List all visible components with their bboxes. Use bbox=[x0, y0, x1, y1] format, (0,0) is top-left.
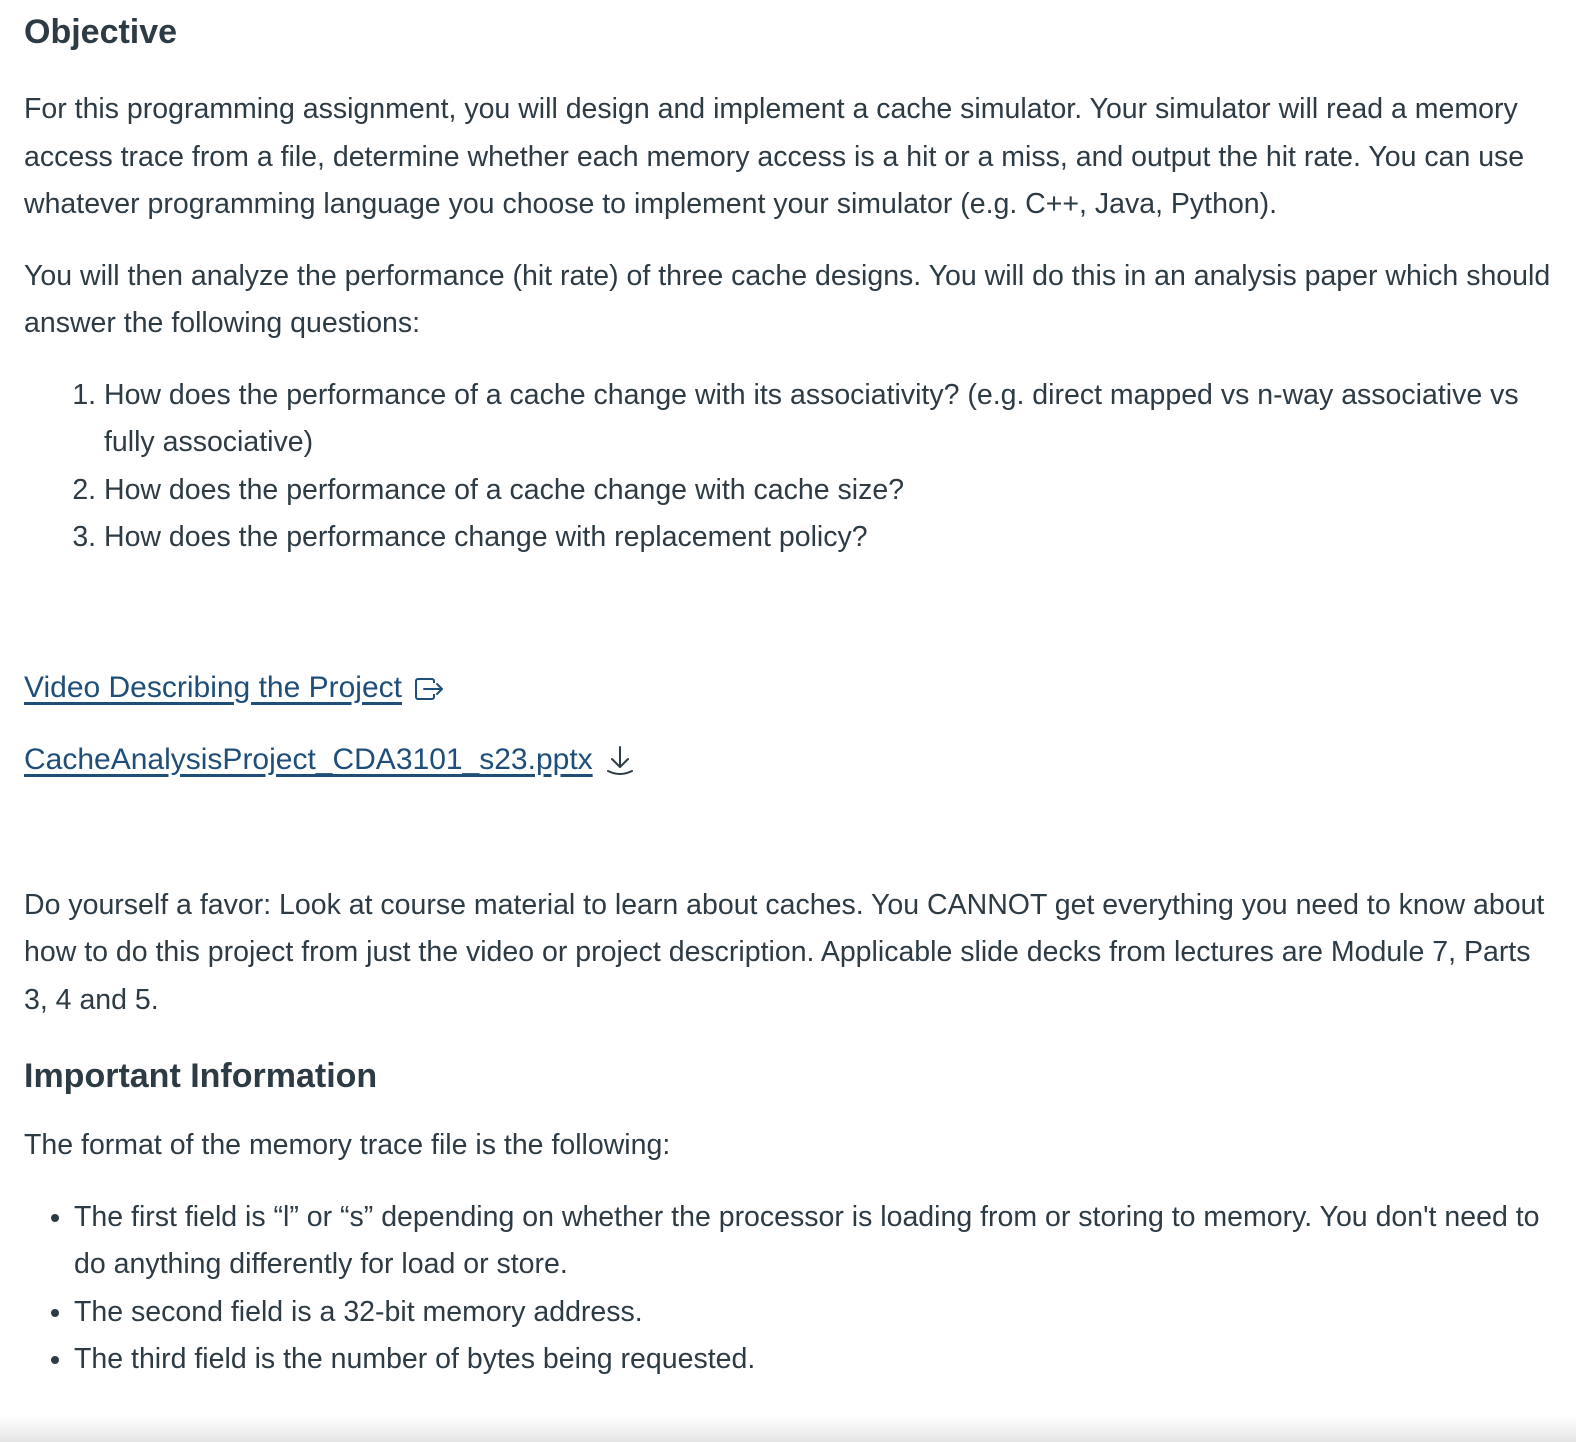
external-link-icon[interactable] bbox=[412, 671, 446, 705]
question-item: 1. How does the performance of a cache change with its associativity? (e.g. direct mapped vs n-way associative vs fully associative) bbox=[104, 372, 1554, 467]
fields-list bbox=[24, 1194, 1554, 1384]
field-item: • The first field is “l” or “s” depending on whether the processor is loading from or storing to memory. You don't need to do anything differently for load or store. bbox=[74, 1194, 1554, 1289]
scroll-fade bbox=[0, 1416, 1576, 1442]
objective-heading: Objective bbox=[24, 13, 178, 51]
pptx-file-link[interactable]: CacheAnalysisProject_CDA3101_s23.pptx bbox=[24, 742, 593, 776]
question-item: 2. How does the performance of a cache change with cache size? bbox=[104, 467, 1554, 515]
file-link-row bbox=[24, 736, 1554, 784]
video-link[interactable]: Video Describing the Project bbox=[24, 670, 402, 704]
analysis-paragraph: You will then analyze the performance (hit rate) of three cache designs. You will do this in an analysis paper which should answer the following questions: bbox=[24, 259, 1551, 339]
video-link-row bbox=[24, 664, 1554, 712]
questions-list bbox=[24, 372, 1554, 562]
favor-paragraph: Do yourself a favor: Look at course material to learn about caches. You CANNOT get everything you need to know about how to do this project from just the video or project description. Applicable slide decks from lectures are Module 7, Parts 3, 4 and 5. bbox=[24, 888, 1545, 1016]
download-icon[interactable] bbox=[603, 743, 637, 777]
important-heading: Important Information bbox=[24, 1057, 378, 1095]
field-item: • The second field is a 32-bit memory address. bbox=[74, 1289, 1554, 1337]
question-item: 3. How does the performance change with replacement policy? bbox=[104, 514, 1554, 562]
assignment-content bbox=[24, 0, 1554, 1384]
intro-paragraph: For this programming assignment, you will design and implement a cache simulator. Your simulator will read a memory access trace from a file, determine whether each memory access is a hit or a miss, and output the hit rate. You can use whatever programming language you choose to implement your simulator (e.g. C++, Java, Python). bbox=[24, 93, 1525, 220]
field-item: • The third field is the number of bytes being requested. bbox=[74, 1336, 1554, 1384]
format-intro-paragraph: The format of the memory trace file is the following: bbox=[24, 1129, 671, 1161]
